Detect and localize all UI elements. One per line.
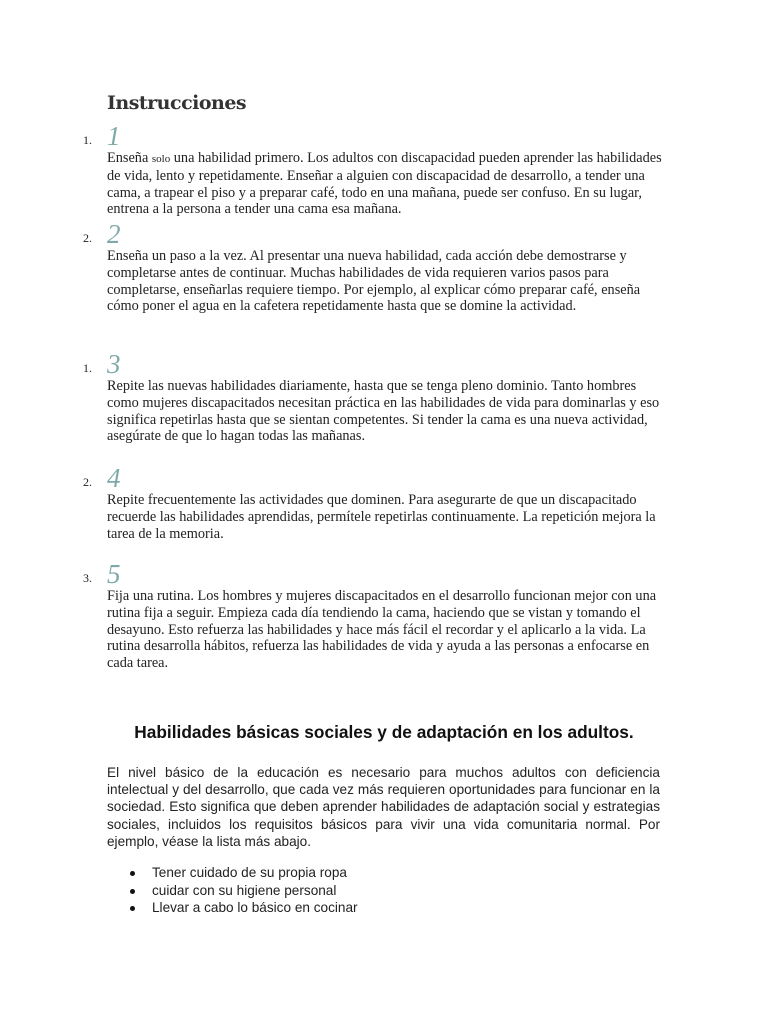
step-number: 5 (107, 559, 121, 589)
list-item (107, 899, 358, 917)
step-text: Fija una rutina. Los hombres y mujeres discapacitados en el desarrollo funcionan mejor con una rutina fija a seguir. Empieza cada día tendiendo la cama, haciendo que se vistan y tomando el desayuno. Esto refuerza las habilidades y hace más fácil el recordar y el aplicarlo a la vida. La rutina desarrolla hábitos, refuerza las habilidades de vida y ayuda a las personas a enfocarse en cada tarea. (107, 588, 657, 672)
section-heading: Habilidades básicas sociales y de adaptación en los adultos. (134, 722, 634, 742)
step-number: 1 (107, 121, 121, 151)
step-number: 3 (107, 349, 121, 379)
list-item (107, 882, 358, 900)
list-item (107, 864, 358, 882)
list-marker: 1. (83, 361, 92, 375)
step-text: Repite frecuentemente las actividades que dominen. Para asegurarte de que un discapacitado recuerde las habilidades aprendidas, permítele repetirlas continuamente. La repetición mejora la tarea de la memoria. (107, 492, 656, 542)
list-marker: 3. (83, 571, 92, 585)
step-text-part: Enseña (107, 150, 152, 166)
step-text: Enseña un paso a la vez. Al presentar una nueva habilidad, cada acción debe demostrarse y completarse antes de continuar. Muchas habilidades de vida requieren varios pasos para completarse, enseñarlas requiere tiempo. Por ejemplo, al explicar cómo preparar café, enseña cómo poner el agua en la cafetera repetidamente hasta que se domine la actividad. (107, 248, 641, 315)
step-text: Repite las nuevas habilidades diariamente, hasta que se tenga pleno dominio. Tanto hombres como mujeres discapacitados necesitan práctica en las habilidades de vida para dominarlas y eso significa repetirlas hasta que se sientan competentes. Si tender la cama es una nueva actividad, asegúrate de que lo hagan todas las mañanas. (107, 378, 660, 445)
bullet-icon (130, 889, 135, 894)
step-text-part: una habilidad primero. Los adultos con discapacidad pueden aprender las habilidades de vida, lento y repetidamente. Enseñar a alguien con discapacidad de desarrollo, a tender una cama, a trapear el piso y a preparar café, todo en una mañana, puede ser confuso. En su lugar, entrena a la persona a tender una cama esa mañana. (107, 150, 662, 218)
page-title: Instrucciones (107, 92, 247, 114)
list-marker: 2. (83, 231, 92, 245)
section-paragraph: El nivel básico de la educación es necesario para muchos adultos con deficiencia intelectual y del desarrollo, que cada vez más requieren oportunidades para funcionar en la sociedad. Esto significa que deben aprender habilidades de adaptación social y estrategias sociales, incluidos los requisitos básicos para vivir una vida comunitaria normal. Por ejemplo, véase la lista más abajo. (107, 765, 660, 849)
bullet-list (107, 864, 358, 917)
step-text (107, 150, 662, 218)
list-marker: 1. (83, 133, 92, 147)
step-text-small: solo (151, 153, 171, 165)
list-item-text: cuidar con su higiene personal (152, 882, 337, 898)
list-marker: 2. (83, 475, 92, 489)
bullet-icon (130, 871, 135, 876)
list-item-text: Tener cuidado de su propia ropa (152, 865, 347, 880)
step-number: 2 (107, 219, 121, 249)
list-item-text: Llevar a cabo lo básico en cocinar (152, 900, 358, 916)
bullet-icon (130, 906, 135, 911)
step-number: 4 (107, 463, 121, 493)
